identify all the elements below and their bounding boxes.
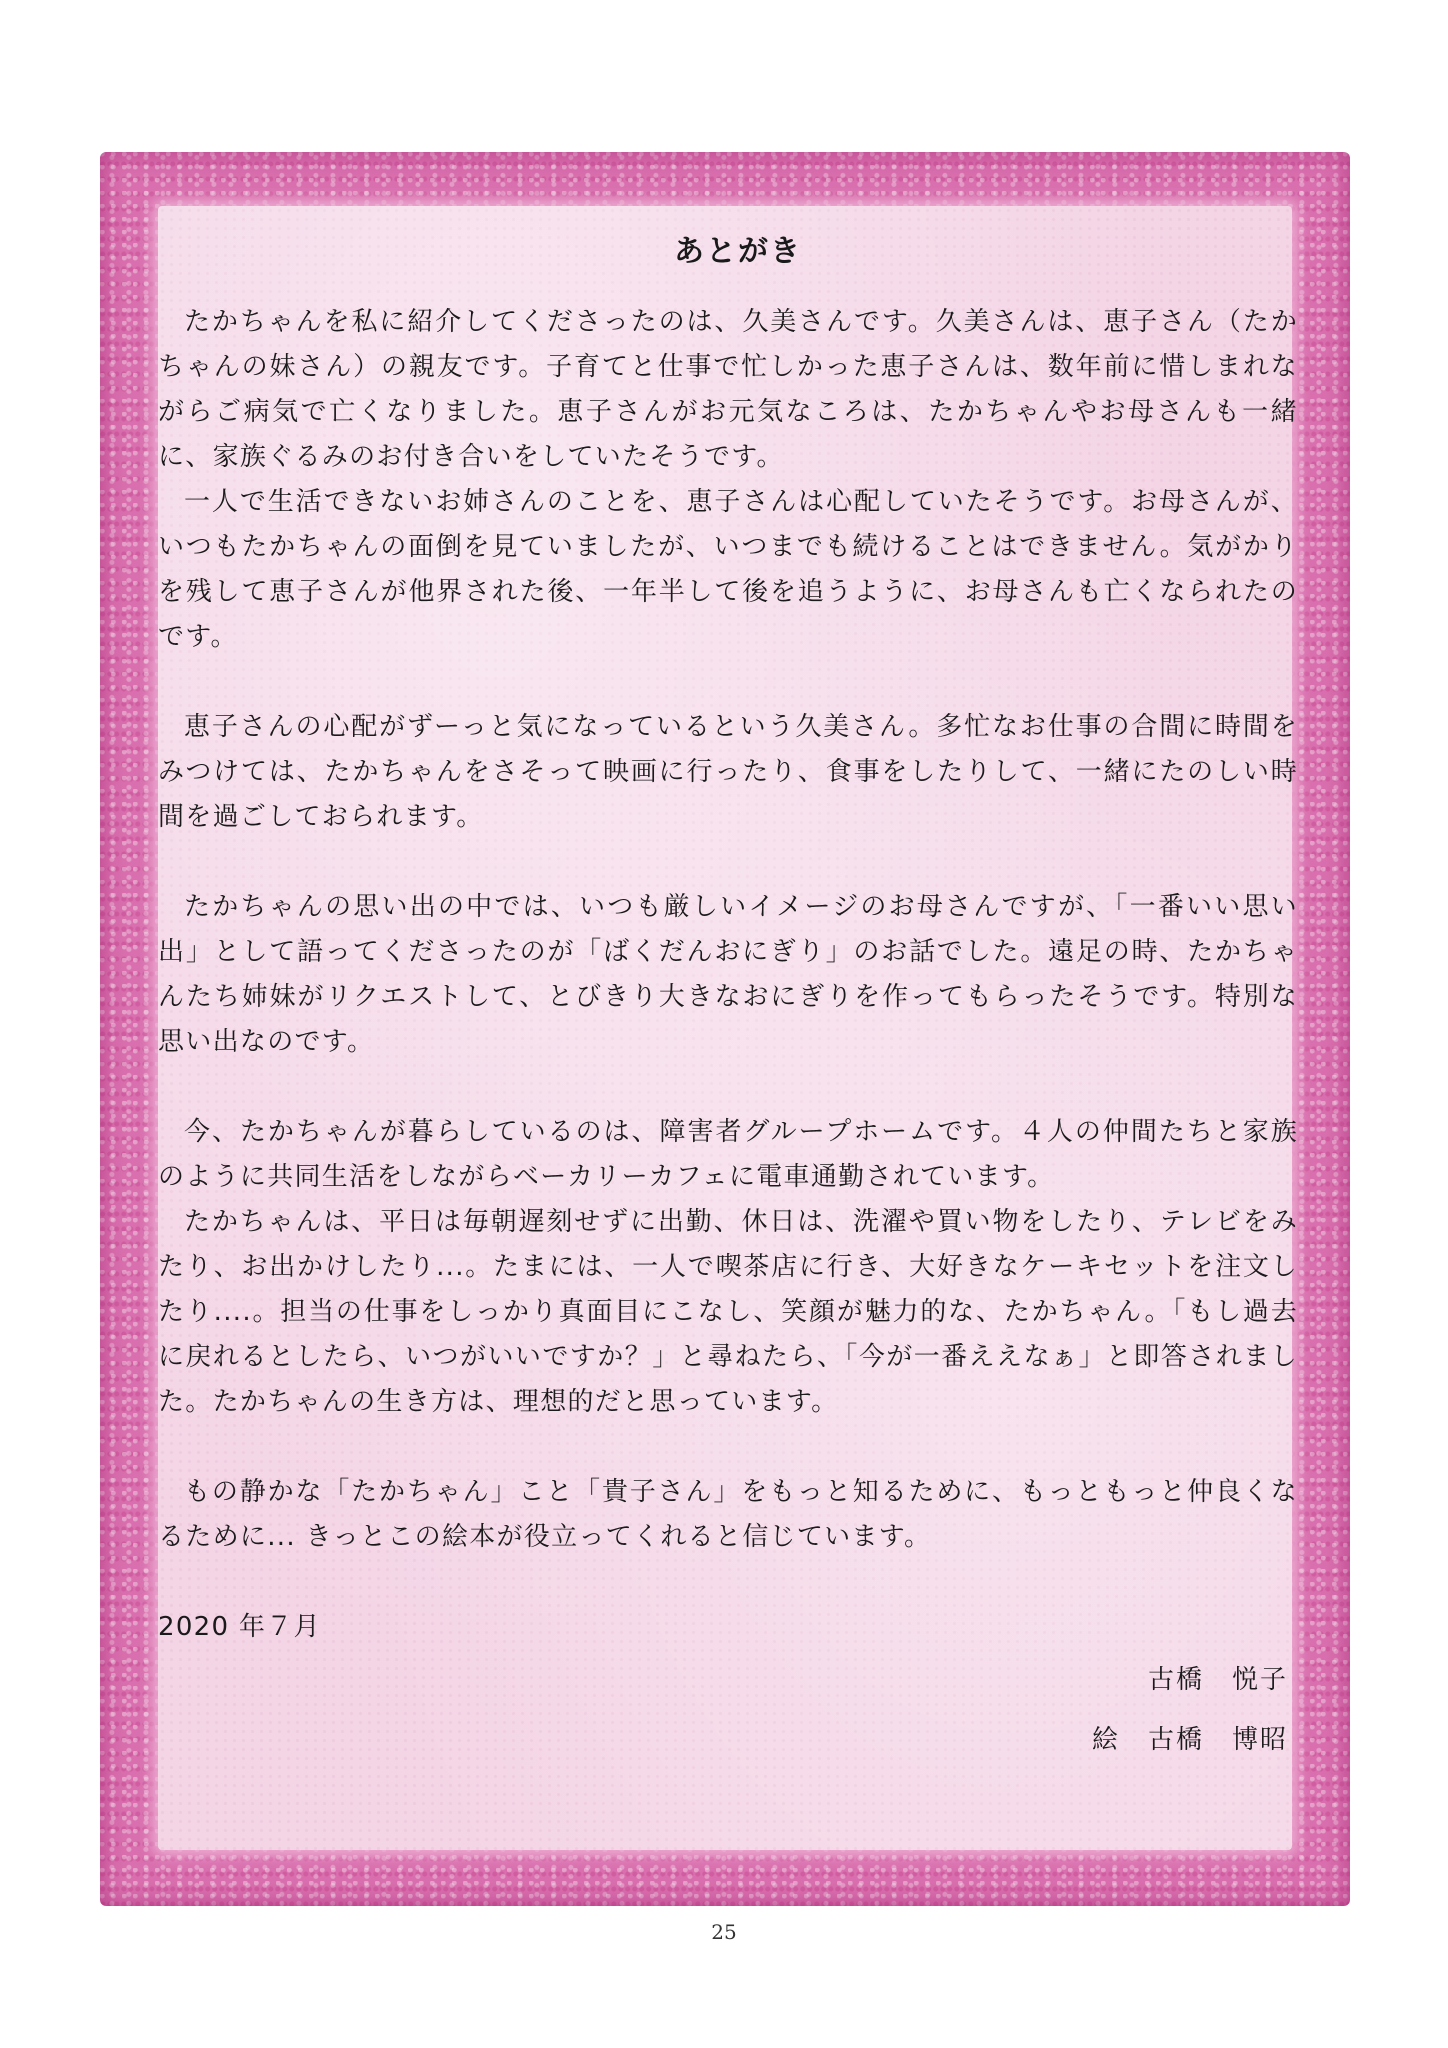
paragraph-3: 恵子さんの心配がずーっと気になっているという久美さん。多忙なお仕事の合間に時間をみつけては、たかちゃんをさそって映画に行ったり、食事をしたりして、一緒にたのしい時間を過ごしておられます。 xyxy=(158,712,1298,832)
date-line: 2020 年７月 xyxy=(158,1612,321,1642)
paragraph-gap xyxy=(158,1065,1298,1110)
paragraph-1: たかちゃんを私に紹介してくださったのは、久美さんです。久美さんは、恵子さん（たかちゃんの妹さん）の親友です。子育てと仕事で忙しかった恵子さんは、数年前に惜しまれながらご病気で亡くなりました。恵子さんがお元気なころは、たかちゃんやお母さんも一緒に、家族ぐるみのお付き合いをしていたそうです。 xyxy=(158,307,1298,472)
page-title: あとがき xyxy=(674,234,802,269)
paragraph-6: たかちゃんは、平日は毎朝遅刻せずに出勤、休日は、洗濯や買い物をしたり、テレビをみたり、お出かけしたり...。たまには、一人で喫茶店に行き、大好きなケーキセットを注文したり....。担当の仕事をしっかり真面目にこなし、笑顔が魅力的な、たかちゃん。「もし過去に戻れるとしたら、いつがいいですか？」と尋ねたら、「今が一番ええなぁ」と即答されました。たかちゃんの生き方は、理想的だと思っています。 xyxy=(158,1207,1298,1417)
page-number: 25 xyxy=(711,1920,737,1944)
paragraph-gap xyxy=(158,1425,1298,1470)
paragraph-2: 一人で生活できないお姉さんのことを、恵子さんは心配していたそうです。お母さんが、いつもたかちゃんの面倒を見ていましたが、いつまでも続けることはできません。気がかりを残して恵子さんが他界された後、一年半して後を追うように、お母さんも亡くなられたのです。 xyxy=(158,487,1298,652)
paragraph-gap xyxy=(158,1560,1298,1605)
illustrator-signature: 絵 古橋 博昭 xyxy=(1091,1725,1288,1755)
paragraph-7: もの静かな「たかちゃん」こと「貴子さん」をもっと知るために、もっともっと仲良くなるために... きっとこの絵本が役立ってくれると信じています。 xyxy=(158,1477,1298,1552)
paragraph-5: 今、たかちゃんが暮らしているのは、障害者グループホームです。４人の仲間たちと家族のように共同生活をしながらベーカリーカフェに電車通勤されています。 xyxy=(158,1117,1298,1192)
paragraph-gap xyxy=(158,660,1298,705)
paragraph-4: たかちゃんの思い出の中では、いつも厳しいイメージのお母さんですが、「一番いい思い出」として語ってくださったのが「ばくだんおにぎり」のお話でした。遠足の時、たかちゃんたち姉妹がリクエストして、とびきり大きなおにぎりを作ってもらったそうです。特別な思い出なのです。 xyxy=(158,892,1298,1057)
afterword-content xyxy=(158,232,1298,1770)
author-signature: 古橋 悦子 xyxy=(1147,1665,1288,1695)
paragraph-gap xyxy=(158,840,1298,885)
